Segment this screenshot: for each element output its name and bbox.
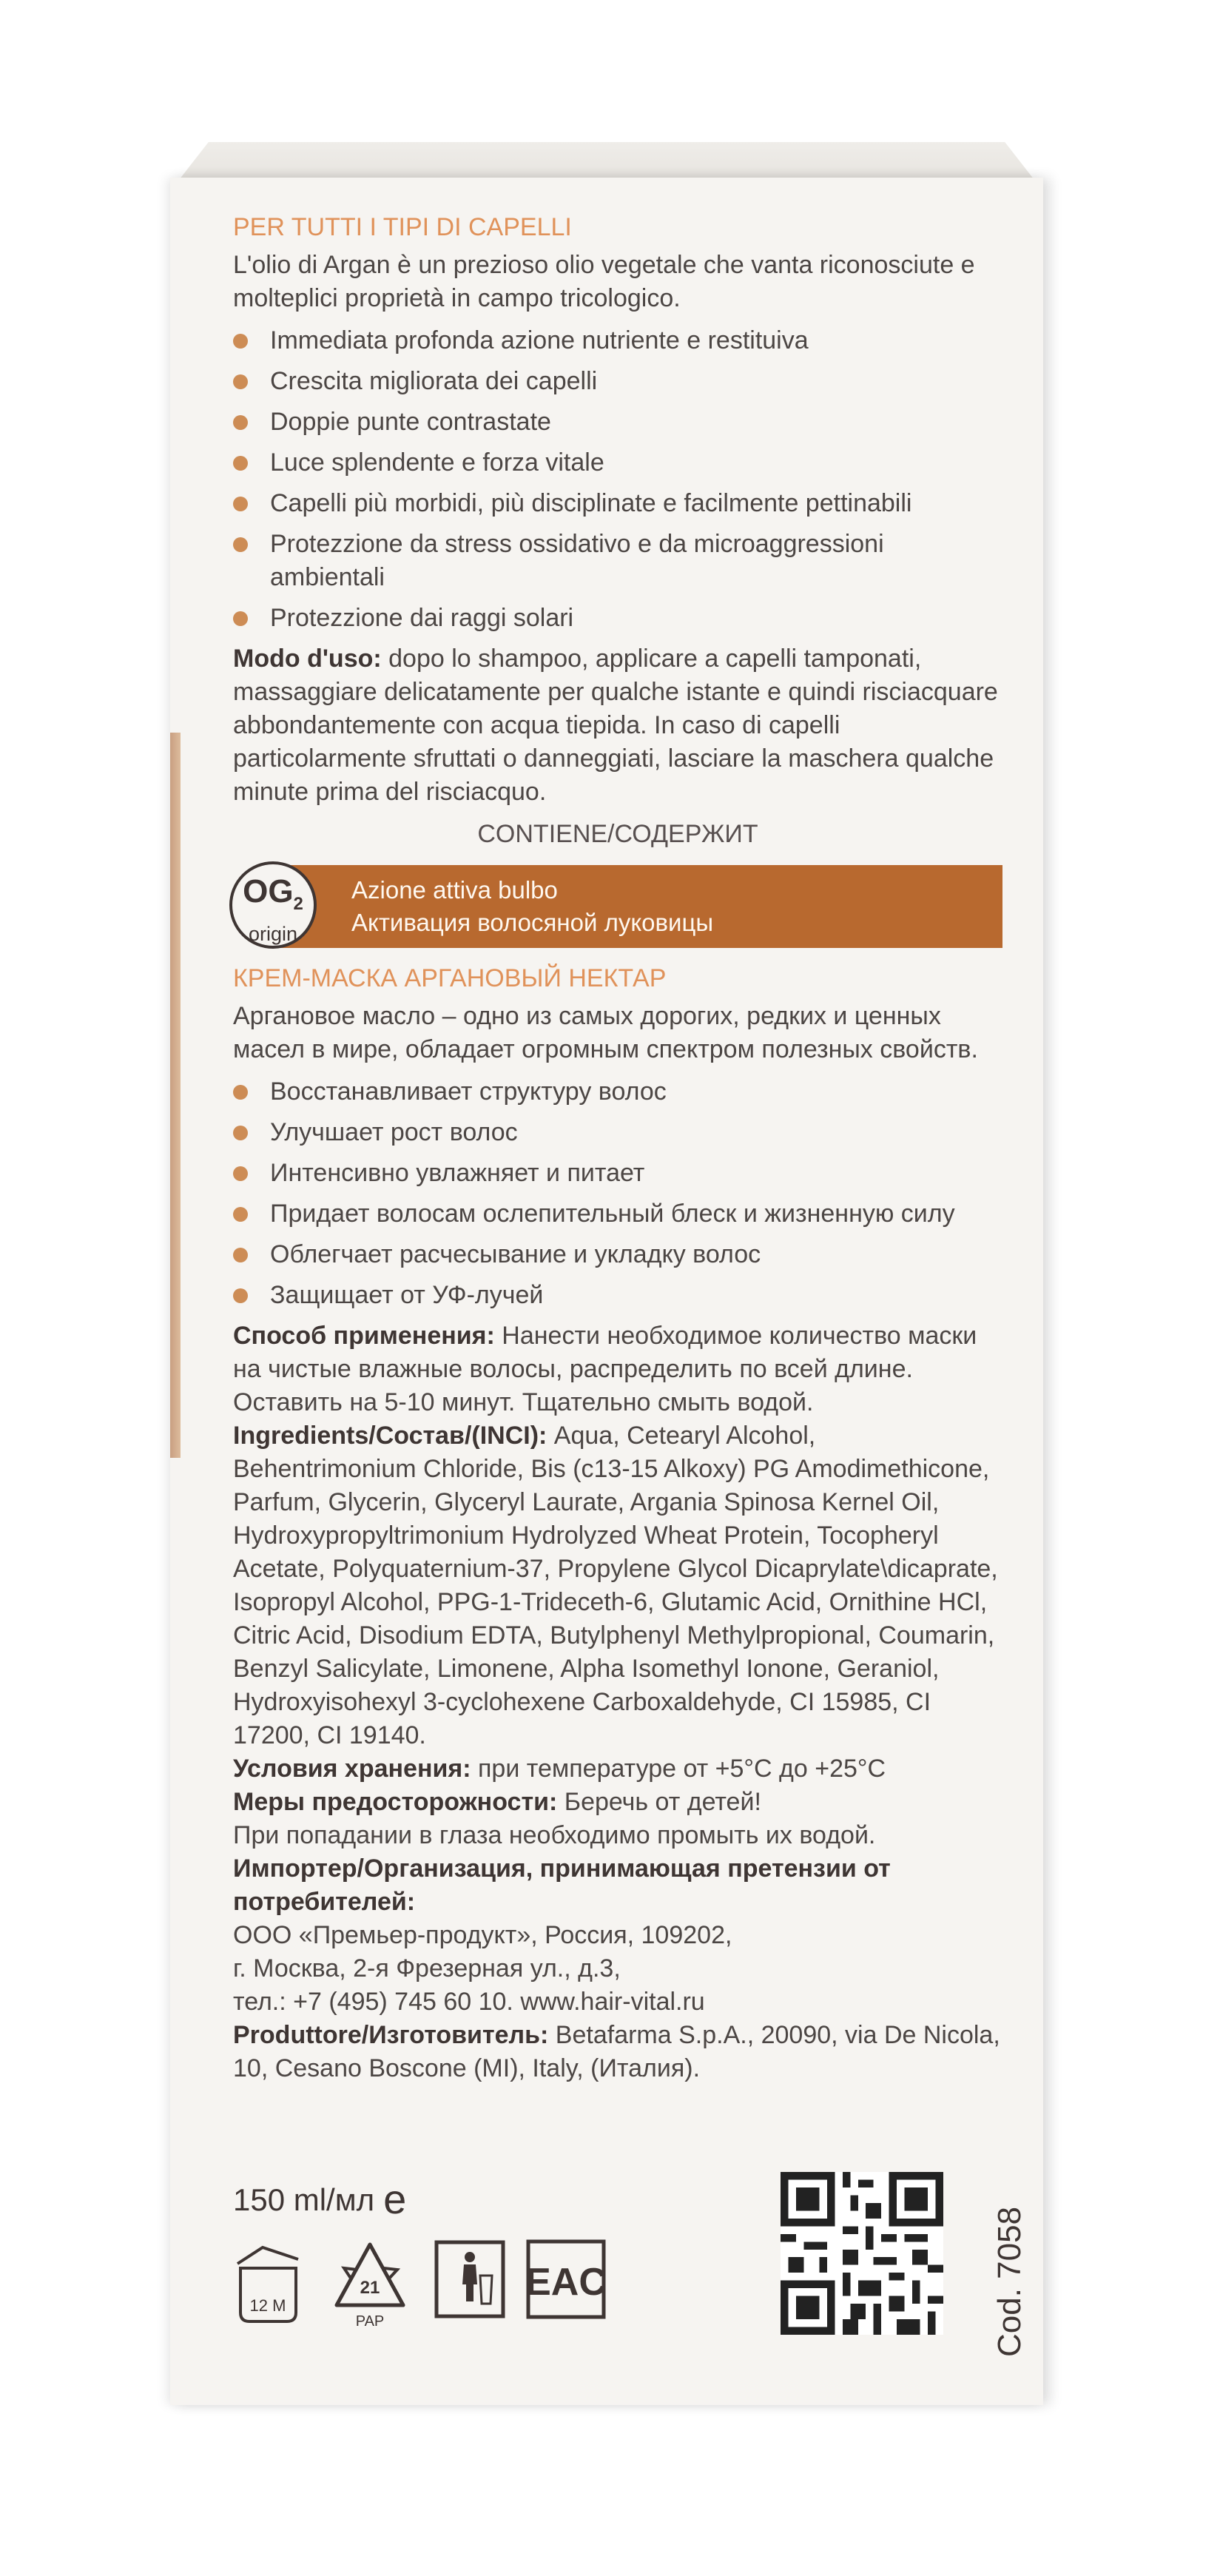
list-item: Интенсивно увлажняет и питает [233, 1157, 1002, 1190]
importer-line-1: ООО «Премьер-продукт», Россия, 109202, [233, 1921, 732, 1949]
bullet-dot-icon [233, 537, 248, 552]
qr-code-icon [781, 2172, 943, 2335]
list-item: Crescita migliorata dei capelli [233, 365, 1002, 398]
it-title: PER TUTTI I TIPI DI CAPELLI [233, 213, 572, 241]
importer-line-3: тел.: +7 (495) 745 60 10. www.hair-vital.ru [233, 1988, 705, 2016]
estimate-sign-icon: e [383, 2176, 407, 2222]
svg-text:12 M: 12 M [249, 2296, 286, 2315]
bullet-dot-icon [233, 374, 248, 389]
bullet-dot-icon [233, 1126, 248, 1140]
caution: Меры предосторожности: Беречь от детей! [233, 1788, 761, 1816]
bullet-dot-icon [233, 1288, 248, 1303]
og2-origin-badge: $OG_2$ origin [229, 861, 317, 949]
ru-bullet-list [233, 1075, 1002, 1312]
band-line-it: Azione attiva bulbo [351, 876, 558, 904]
svg-text:21: 21 [360, 2278, 380, 2298]
list-item: Immediata profonda azione nutriente e restituiva [233, 324, 1002, 357]
bullet-dot-icon [233, 334, 248, 349]
contains-heading: CONTIENE/СОДЕРЖИТ [477, 820, 758, 848]
bullet-dot-icon [233, 1207, 248, 1222]
ingredients: Ingredients/Состав/(INCI): Aqua, Cetearyl Alcohol, Behentrimonium Chloride, Bis (c13-15 Alkoxy) PG Amodimethicone, Parfum, Glycerin, Glyceryl Laurate, Argania Spinosa Kernel Oil, Hydroxypropyltrimonium Hydrolyzed Wheat Protein, Tocopheryl Acetate, Polyquaternium-37, Propylene Glycol Dicaprylate\dicaprate, Isopropyl Alcohol, PPG-1-Trideceth-6, Glutamic Acid, Ornithine HCl, Citric Acid, Disodium EDTA, Butylphenyl Methylpropional, Coumarin, Benzyl Salicylate, Limonene, Alpha Isomethyl Ionone, Geraniol, Hydroxyisohexyl 3-cyclohexene Carboxaldehyde, CI 15985, CI 17200, CI 19140. [233, 1422, 998, 1749]
list-item: Защищает от УФ-лучей [233, 1279, 1002, 1312]
ru-usage: Способ применения: Нанести необходимое количество маски на чистые влажные волосы, распределить по всей длине. Оставить на 5-10 минут. Тщательно смыть водой. [233, 1322, 977, 1416]
volume-label: 150 ml/мл e [233, 2176, 407, 2222]
pao-jar-icon [233, 2239, 303, 2327]
importer-line-2: г. Москва, 2-я Фрезерная ул., д.3, [233, 1954, 621, 1983]
list-item: Восстанавливает структуру волос [233, 1075, 1002, 1109]
bullet-dot-icon [233, 1248, 248, 1262]
bullet-dot-icon [233, 611, 248, 626]
label-content [233, 211, 1002, 2085]
recycle-icon [329, 2239, 411, 2331]
eac-mark-icon [525, 2239, 607, 2320]
bullet-dot-icon [233, 1166, 248, 1181]
ru-title: КРЕМ-МАСКА АРГАНОВЫЙ НЕКТАР [233, 964, 667, 992]
bullet-dot-icon [233, 1085, 248, 1100]
list-item: Doppie punte contrastate [233, 406, 1002, 439]
list-item: Luce splendente e forza vitale [233, 446, 1002, 480]
it-intro: L'olio di Argan è un prezioso olio vegetale che vanta riconosciute e molteplici proprietà in campo tricologico. [233, 251, 975, 312]
importer-label: Импортер/Организация, принимающая претензии от потребителей: [233, 1854, 891, 1916]
list-item: Protezzione da stress ossidativo e da microaggressioni ambientali [233, 528, 1002, 594]
it-usage: Modo d'uso: dopo lo shampoo, applicare a capelli tamponati, massaggiare delicatamente per qualche istante e quindi risciacquare abbondantemente con acqua tiepida. In caso di capelli particolarmente sfruttati o danneggiati, lasciare la maschera qualche minute prima del risciacquo. [233, 645, 998, 806]
product-code: Cod. 7058 [991, 2206, 1028, 2357]
side-strip [170, 733, 181, 1458]
ru-intro: Аргановое масло – одно из самых дорогих, редких и ценных масел в мире, обладает огромным спектром полезных свойств. [233, 1002, 978, 1063]
list-item: Облегчает расчесывание и укладку волос [233, 1238, 1002, 1271]
band-bar [277, 865, 1002, 948]
bullet-dot-icon [233, 456, 248, 471]
active-band [233, 861, 1002, 949]
bullet-dot-icon [233, 497, 248, 511]
storage: Условия хранения: при температуре от +5°C до +25°C [233, 1755, 886, 1783]
producer: Produttore/Изготовитель: Betafarma S.p.A., 20090, via De Nicola, 10, Cesano Boscone (MI), Italy, (Италия). [233, 2021, 1000, 2082]
caution-eyes: При попадании в глаза необходимо промыть их водой. [233, 1821, 876, 1849]
list-item: Придает волосам ослепительный блеск и жизненную силу [233, 1197, 1002, 1231]
list-item: Улучшает рост волос [233, 1116, 1002, 1149]
band-line-ru: Активация волосяной луковицы [351, 909, 714, 936]
it-bullet-list [233, 324, 1002, 635]
list-item: Capelli più morbidi, più disciplinate e facilmente pettinabili [233, 487, 1002, 520]
svg-text:EAC: EAC [525, 2261, 607, 2304]
bottom-row [233, 2172, 1028, 2357]
bullet-dot-icon [233, 415, 248, 430]
list-item: Protezzione dai raggi solari [233, 602, 1002, 635]
svg-text:PAP: PAP [355, 2313, 385, 2330]
trash-bin-icon [433, 2239, 507, 2320]
